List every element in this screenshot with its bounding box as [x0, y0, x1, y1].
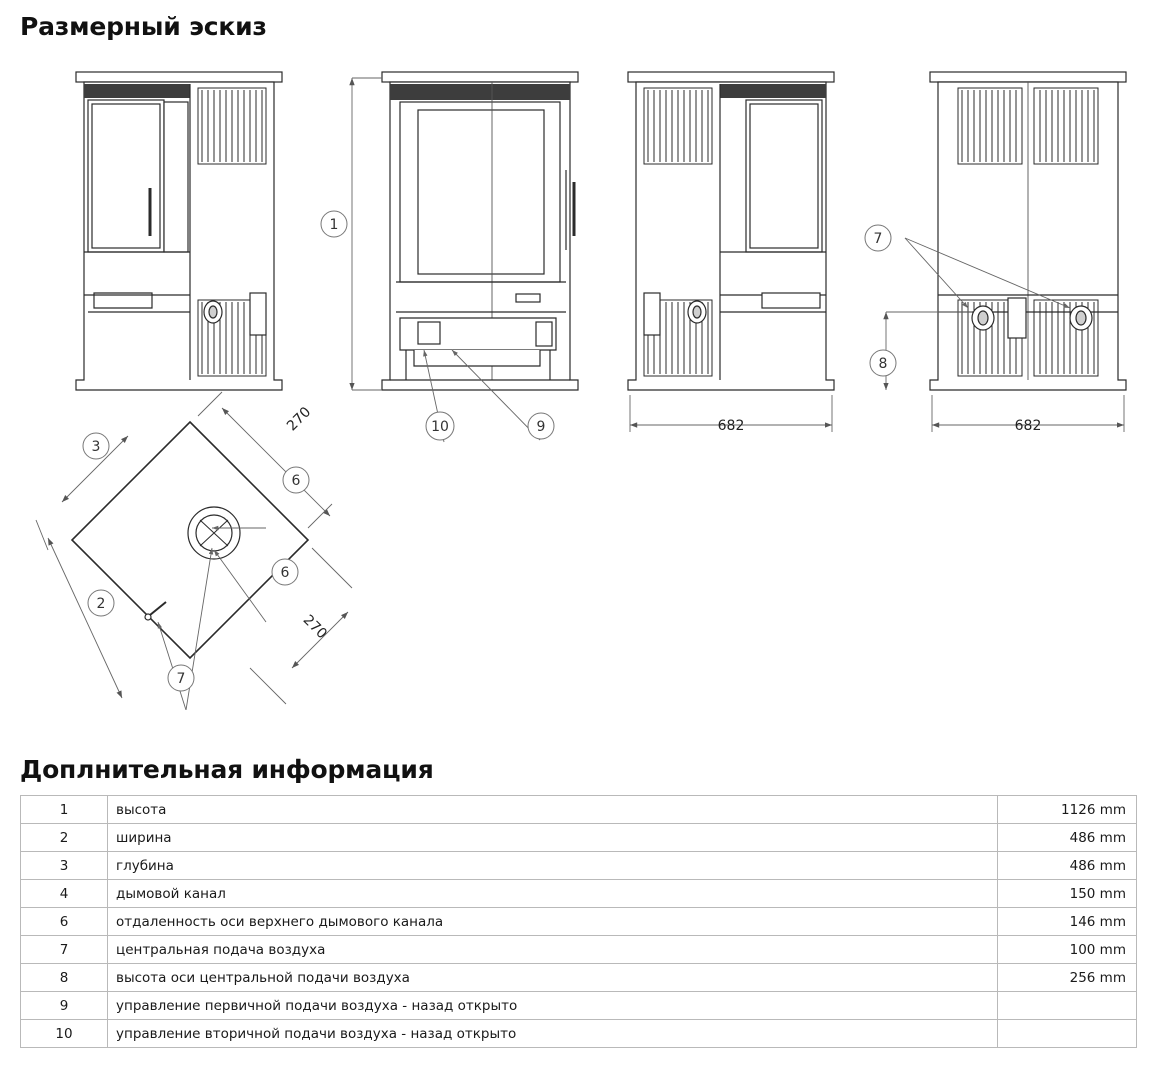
row-index: 3: [21, 852, 108, 880]
view-front: [382, 72, 578, 390]
callout-10: [426, 412, 454, 440]
view-back: [930, 72, 1126, 390]
table-row: [21, 964, 1137, 992]
row-value: 486 mm: [998, 824, 1137, 852]
row-index: 1: [21, 796, 108, 824]
row-index: 4: [21, 880, 108, 908]
page-title-info: Доплнительная информация: [20, 755, 434, 784]
view-side-right: [628, 72, 834, 390]
callout-10-label: 10: [431, 419, 449, 435]
row-description: дымовой канал: [108, 880, 998, 908]
row-description: центральная подача воздуха: [108, 936, 998, 964]
callout-7-plan-label: 7: [176, 671, 186, 687]
table-row: [21, 824, 1137, 852]
callout-3: [83, 433, 109, 459]
row-value: 1126 mm: [998, 796, 1137, 824]
row-value: 146 mm: [998, 908, 1137, 936]
table-row: [21, 880, 1137, 908]
callout-6-lower: [272, 559, 298, 585]
row-description: высота: [108, 796, 998, 824]
callout-2: [88, 590, 114, 616]
row-index: 6: [21, 908, 108, 936]
callout-3-label: 3: [91, 439, 101, 455]
callout-2-label: 2: [96, 596, 106, 612]
callout-9-label: 9: [536, 419, 546, 435]
technical-drawing: [0, 50, 1157, 710]
dim-plan-top: 270: [284, 404, 315, 435]
table-row: [21, 908, 1137, 936]
table-body: [21, 796, 1137, 1048]
row-value: 100 mm: [998, 936, 1137, 964]
dim-plan-bottom: 270: [299, 612, 330, 643]
table-row: [21, 796, 1137, 824]
row-value: 256 mm: [998, 964, 1137, 992]
row-description: высота оси центральной подачи воздуха: [108, 964, 998, 992]
row-value: 150 mm: [998, 880, 1137, 908]
table-row: [21, 852, 1137, 880]
row-index: 10: [21, 1020, 108, 1048]
additional-information-table: [20, 795, 1137, 1048]
row-index: 7: [21, 936, 108, 964]
callout-8-label: 8: [878, 356, 888, 372]
row-value: [998, 992, 1137, 1020]
row-value: 486 mm: [998, 852, 1137, 880]
callout-7-back: [865, 225, 891, 251]
dim-front-width: 682: [717, 418, 745, 434]
view-side-left: [76, 72, 282, 390]
callout-6-upper-label: 6: [291, 473, 301, 489]
table-row: [21, 1020, 1137, 1048]
row-description: управление вторичной подачи воздуха - назад открыто: [108, 1020, 998, 1048]
page-title-sketch: Размерный эскиз: [20, 12, 267, 41]
callout-6-upper: [283, 467, 309, 493]
callout-7-back-label: 7: [873, 231, 883, 247]
callout-8: [870, 350, 896, 376]
row-index: 8: [21, 964, 108, 992]
row-index: 2: [21, 824, 108, 852]
callout-6-lower-label: 6: [280, 565, 290, 581]
callout-7-plan: [168, 665, 194, 691]
dim-back-width: 682: [1014, 418, 1042, 434]
table-row: [21, 936, 1137, 964]
table-row: [21, 992, 1137, 1020]
callout-1-label: 1: [329, 217, 339, 233]
row-description: глубина: [108, 852, 998, 880]
view-plan: [72, 422, 308, 658]
row-description: управление первичной подачи воздуха - назад открыто: [108, 992, 998, 1020]
row-description: ширина: [108, 824, 998, 852]
row-value: [998, 1020, 1137, 1048]
callout-9: [528, 413, 554, 439]
row-index: 9: [21, 992, 108, 1020]
callout-1: [321, 211, 347, 237]
row-description: отдаленность оси верхнего дымового канала: [108, 908, 998, 936]
